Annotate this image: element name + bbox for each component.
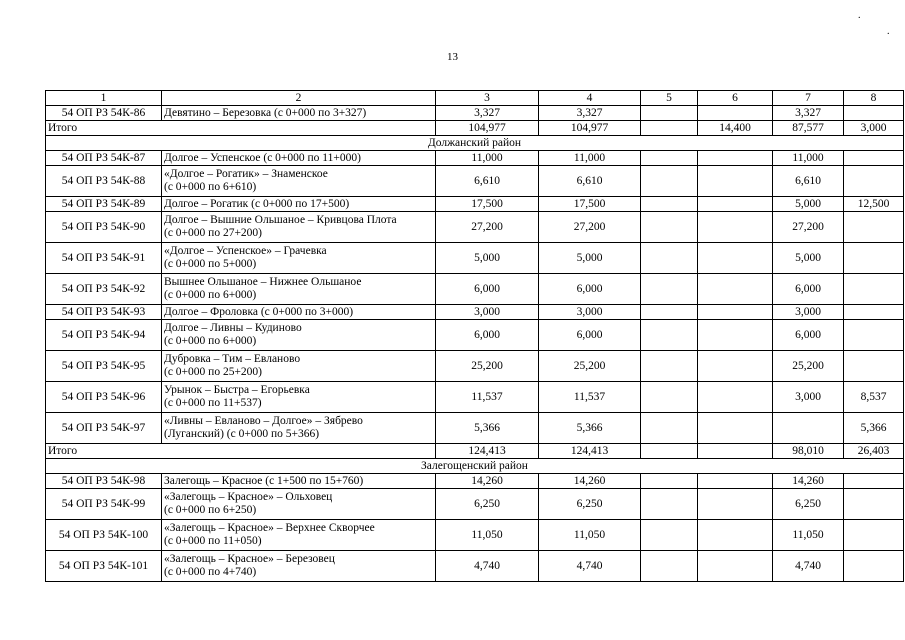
road-value <box>844 551 904 582</box>
roads-table <box>45 90 904 582</box>
road-value <box>698 243 773 274</box>
road-value <box>844 106 904 121</box>
road-name-cell <box>162 351 436 382</box>
column-header: 8 <box>844 91 904 106</box>
road-value: 11,000 <box>436 151 539 166</box>
column-header: 3 <box>436 91 539 106</box>
road-name: «Залегощь – Красное» – Ольховец <box>164 491 333 503</box>
road-value: 5,366 <box>539 413 641 444</box>
road-value <box>698 382 773 413</box>
total-label: Итого <box>46 121 436 136</box>
road-value <box>844 320 904 351</box>
road-value: 5,000 <box>436 243 539 274</box>
road-name: «Залегощь – Красное» – Березовец <box>164 553 335 565</box>
road-value <box>698 551 773 582</box>
road-row <box>46 320 904 351</box>
road-value: 6,000 <box>773 274 844 305</box>
column-header: 4 <box>539 91 641 106</box>
road-value <box>698 106 773 121</box>
road-value: 17,500 <box>436 197 539 212</box>
road-code: 54 ОП РЗ 54К-90 <box>46 212 162 243</box>
road-value: 14,260 <box>773 474 844 489</box>
road-value <box>698 320 773 351</box>
road-value <box>641 320 698 351</box>
road-name-cell <box>162 166 436 197</box>
road-segment: (с 0+000 по 4+740) <box>164 566 257 578</box>
road-row <box>46 305 904 320</box>
road-name-cell <box>162 474 436 489</box>
road-name: Урынок – Быстра – Егорьевка <box>164 384 310 396</box>
total-value: 3,000 <box>844 121 904 136</box>
road-value <box>844 474 904 489</box>
road-value <box>641 197 698 212</box>
total-value: 26,403 <box>844 444 904 459</box>
table-header-row <box>46 91 904 106</box>
total-row <box>46 121 904 136</box>
road-value: 3,000 <box>773 305 844 320</box>
road-value <box>698 474 773 489</box>
road-value: 3,327 <box>773 106 844 121</box>
road-value: 4,740 <box>436 551 539 582</box>
road-value <box>844 151 904 166</box>
district-name: Залегощенский район <box>46 459 904 474</box>
road-value <box>698 166 773 197</box>
road-name: «Ливны – Евланово – Долгое» – Зябрево <box>164 415 363 427</box>
road-name-cell <box>162 197 436 212</box>
road-row <box>46 351 904 382</box>
road-code: 54 ОП РЗ 54К-87 <box>46 151 162 166</box>
road-value: 11,050 <box>773 520 844 551</box>
road-row <box>46 382 904 413</box>
road-value <box>698 489 773 520</box>
road-code: 54 ОП РЗ 54К-98 <box>46 474 162 489</box>
road-value: 6,250 <box>436 489 539 520</box>
road-value: 11,050 <box>539 520 641 551</box>
road-code: 54 ОП РЗ 54К-91 <box>46 243 162 274</box>
road-value <box>844 489 904 520</box>
road-value <box>698 197 773 212</box>
district-row <box>46 136 904 151</box>
road-value <box>698 274 773 305</box>
road-value: 5,366 <box>436 413 539 444</box>
road-value <box>641 243 698 274</box>
table-body <box>46 91 904 582</box>
road-value <box>844 274 904 305</box>
road-code: 54 ОП РЗ 54К-94 <box>46 320 162 351</box>
road-name-cell <box>162 489 436 520</box>
road-value: 6,610 <box>436 166 539 197</box>
road-value: 3,327 <box>436 106 539 121</box>
road-value <box>641 305 698 320</box>
road-row <box>46 106 904 121</box>
road-name: Вышнее Ольшаное – Нижнее Ольшаное <box>164 276 362 288</box>
road-value <box>844 520 904 551</box>
road-value: 11,537 <box>539 382 641 413</box>
road-value <box>844 305 904 320</box>
road-code: 54 ОП РЗ 54К-99 <box>46 489 162 520</box>
road-name-cell <box>162 305 436 320</box>
column-header: 1 <box>46 91 162 106</box>
road-segment: (с 0+000 по 11+537) <box>164 397 262 409</box>
road-code: 54 ОП РЗ 54К-97 <box>46 413 162 444</box>
road-name: Долгое – Вышние Ольшаное – Кривцова Плота <box>164 214 397 226</box>
road-value <box>641 382 698 413</box>
road-value <box>641 474 698 489</box>
road-value <box>698 520 773 551</box>
road-value: 27,200 <box>539 212 641 243</box>
road-name: Долгое – Успенское (с 0+000 по 11+000) <box>164 151 361 164</box>
road-value: 5,000 <box>773 243 844 274</box>
road-code: 54 ОП РЗ 54К-92 <box>46 274 162 305</box>
road-row <box>46 413 904 444</box>
total-label: Итого <box>46 444 436 459</box>
road-name: Долгое – Рогатик (с 0+000 по 17+500) <box>164 197 350 210</box>
road-code: 54 ОП РЗ 54К-96 <box>46 382 162 413</box>
road-segment: (с 0+000 по 6+000) <box>164 289 257 301</box>
road-name-cell <box>162 151 436 166</box>
road-value: 3,000 <box>436 305 539 320</box>
road-row <box>46 551 904 582</box>
total-row <box>46 444 904 459</box>
road-value: 14,260 <box>539 474 641 489</box>
column-header: 7 <box>773 91 844 106</box>
road-value: 25,200 <box>436 351 539 382</box>
road-segment: (с 0+000 по 6+250) <box>164 504 257 516</box>
page-number: 13 <box>447 51 458 63</box>
road-name-cell <box>162 243 436 274</box>
road-name-cell <box>162 320 436 351</box>
road-value: 6,000 <box>436 274 539 305</box>
road-value <box>844 243 904 274</box>
road-name-cell <box>162 520 436 551</box>
road-value <box>844 351 904 382</box>
road-value <box>641 489 698 520</box>
road-value: 25,200 <box>773 351 844 382</box>
road-name: «Залегощь – Красное» – Верхнее Скворчее <box>164 522 375 534</box>
road-name: Долгое – Фроловка (с 0+000 по 3+000) <box>164 305 354 318</box>
road-code: 54 ОП РЗ 54К-89 <box>46 197 162 212</box>
road-value: 4,740 <box>773 551 844 582</box>
road-value: 6,610 <box>773 166 844 197</box>
corner-mark: . <box>858 10 861 21</box>
corner-mark: . <box>887 26 890 37</box>
total-value <box>641 444 698 459</box>
district-row <box>46 459 904 474</box>
road-code: 54 ОП РЗ 54К-86 <box>46 106 162 121</box>
road-name: «Долгое – Успенское» – Грачевка <box>164 245 327 257</box>
total-value: 124,413 <box>436 444 539 459</box>
road-code: 54 ОП РЗ 54К-88 <box>46 166 162 197</box>
road-value <box>641 520 698 551</box>
road-segment: (Луганский) (с 0+000 по 5+366) <box>164 428 320 440</box>
road-value <box>641 551 698 582</box>
road-row <box>46 274 904 305</box>
road-value: 6,000 <box>539 320 641 351</box>
road-value <box>698 212 773 243</box>
road-value: 5,366 <box>844 413 904 444</box>
road-value: 6,000 <box>436 320 539 351</box>
road-value: 11,000 <box>539 151 641 166</box>
total-value: 124,413 <box>539 444 641 459</box>
road-value: 5,000 <box>773 197 844 212</box>
road-value <box>641 106 698 121</box>
column-header: 6 <box>698 91 773 106</box>
road-value: 27,200 <box>773 212 844 243</box>
road-segment: (с 0+000 по 11+050) <box>164 535 262 547</box>
road-name: «Долгое – Рогатик» – Знаменское <box>164 168 328 180</box>
road-value: 14,260 <box>436 474 539 489</box>
total-value: 98,010 <box>773 444 844 459</box>
road-value <box>641 274 698 305</box>
road-value: 11,000 <box>773 151 844 166</box>
total-value <box>641 121 698 136</box>
road-name-cell <box>162 212 436 243</box>
road-value <box>641 212 698 243</box>
road-value: 8,537 <box>844 382 904 413</box>
road-segment: (с 0+000 по 25+200) <box>164 366 263 378</box>
road-value <box>844 166 904 197</box>
road-name-cell <box>162 551 436 582</box>
total-value: 87,577 <box>773 121 844 136</box>
road-value: 5,000 <box>539 243 641 274</box>
road-value: 3,327 <box>539 106 641 121</box>
road-segment: (с 0+000 по 6+610) <box>164 181 257 193</box>
road-name-cell <box>162 106 436 121</box>
road-name: Залегощь – Красное (с 1+500 по 15+760) <box>164 474 364 487</box>
road-value: 4,740 <box>539 551 641 582</box>
road-segment: (с 0+000 по 27+200) <box>164 227 263 239</box>
road-value <box>641 151 698 166</box>
road-value: 11,050 <box>436 520 539 551</box>
road-row <box>46 489 904 520</box>
road-value <box>698 151 773 166</box>
road-value: 6,000 <box>539 274 641 305</box>
road-segment: (с 0+000 по 5+000) <box>164 258 257 270</box>
road-value: 25,200 <box>539 351 641 382</box>
road-value <box>698 351 773 382</box>
column-header: 5 <box>641 91 698 106</box>
road-code: 54 ОП РЗ 54К-93 <box>46 305 162 320</box>
road-name-cell <box>162 382 436 413</box>
total-value: 14,400 <box>698 121 773 136</box>
road-value: 11,537 <box>436 382 539 413</box>
road-code: 54 ОП РЗ 54К-100 <box>46 520 162 551</box>
road-segment: (с 0+000 по 6+000) <box>164 335 257 347</box>
road-row <box>46 520 904 551</box>
road-value <box>844 212 904 243</box>
road-code: 54 ОП РЗ 54К-95 <box>46 351 162 382</box>
road-value: 17,500 <box>539 197 641 212</box>
total-value: 104,977 <box>436 121 539 136</box>
road-value: 12,500 <box>844 197 904 212</box>
road-value: 6,610 <box>539 166 641 197</box>
road-row <box>46 197 904 212</box>
road-value <box>641 351 698 382</box>
road-value <box>698 305 773 320</box>
road-value: 27,200 <box>436 212 539 243</box>
road-value <box>641 166 698 197</box>
road-row <box>46 151 904 166</box>
road-name: Долгое – Ливны – Кудиново <box>164 322 302 334</box>
road-row <box>46 474 904 489</box>
road-value <box>773 413 844 444</box>
total-value: 104,977 <box>539 121 641 136</box>
road-row <box>46 243 904 274</box>
road-value <box>698 413 773 444</box>
road-name-cell <box>162 413 436 444</box>
road-name-cell <box>162 274 436 305</box>
column-header: 2 <box>162 91 436 106</box>
road-code: 54 ОП РЗ 54К-101 <box>46 551 162 582</box>
road-value: 6,250 <box>773 489 844 520</box>
road-name: Девятино – Березовка (с 0+000 по 3+327) <box>164 106 367 119</box>
district-name: Должанский район <box>46 136 904 151</box>
road-value: 3,000 <box>773 382 844 413</box>
road-value <box>641 413 698 444</box>
road-value: 6,000 <box>773 320 844 351</box>
road-value: 3,000 <box>539 305 641 320</box>
total-value <box>698 444 773 459</box>
road-row <box>46 166 904 197</box>
road-row <box>46 212 904 243</box>
road-name: Дубровка – Тим – Евланово <box>164 353 301 365</box>
road-value: 6,250 <box>539 489 641 520</box>
